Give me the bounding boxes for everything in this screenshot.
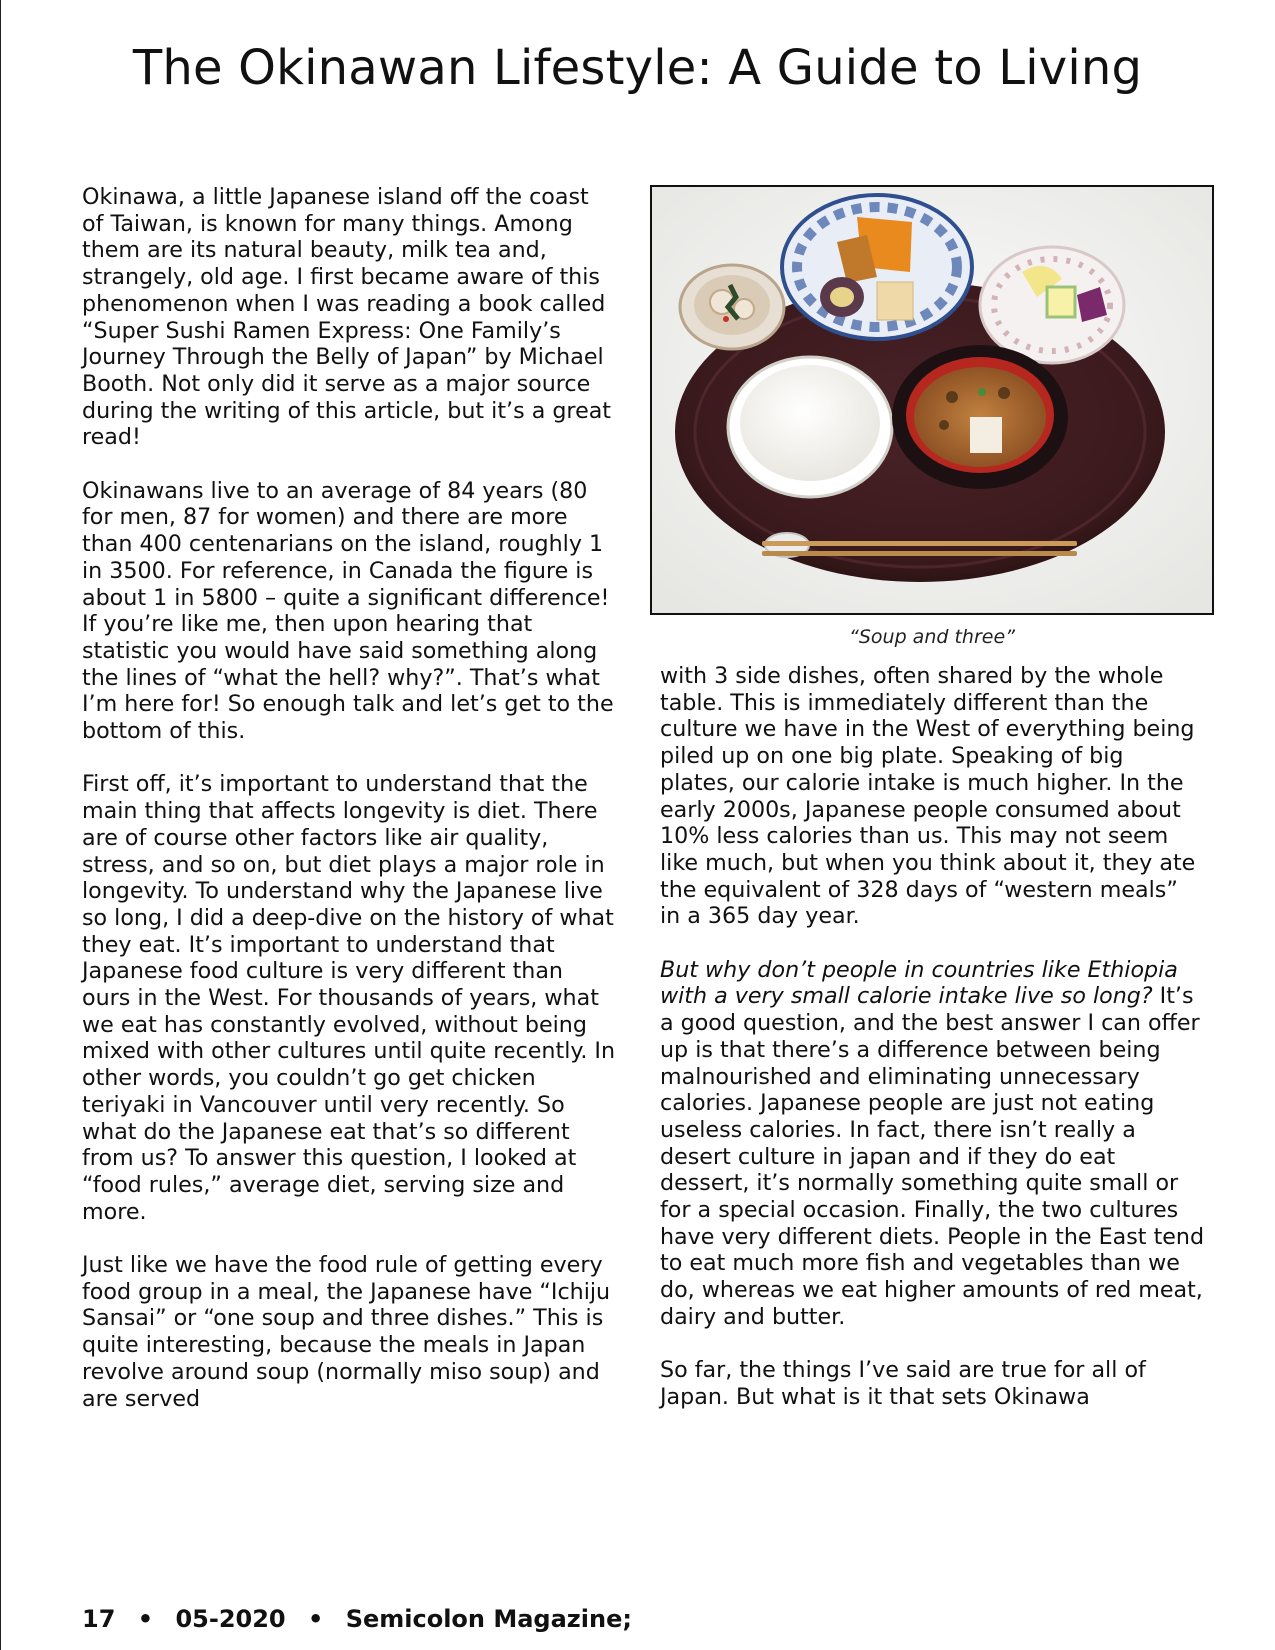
paragraph-calories-rest: It’s a good question, and the best answer I can offer up is that there’s a difference between being malnourished and eliminating unnecessary calories. Japanese people are just not eating useless calories. In fact, there isn’t really a desert culture in japan and if they do eat dessert, it’s normally something quite small or for a special occasion. Finally, the two cultures have very different diets. People in the East tend to eat much more fish and vegetables than we do, whereas we eat higher amounts of red meat, dairy and butter.: [660, 983, 1205, 1330]
paragraph-diet: First off, it’s important to understand that the main thing that affects longevity is diet. There are of course other factors like air quality, stress, and so on, but diet plays a major role in longevity. To understand why the Japanese live so long, I did a deep-dive on the history of what they eat. It’s important to understand that Japanese food culture is very different than ours in the West. For thousands of years, what we eat has constantly evolved, without being mixed with other cultures until quite recently. In other words, you couldn’t go get chicken teriyaki in Vancouver until very recently. So what do the Japanese eat that’s so different from us? To answer this question, I looked at “food rules,” average diet, serving size and more.: [82, 771, 616, 1225]
meal-photo: [650, 185, 1214, 615]
page-edge: [0, 0, 1, 1650]
photo-caption: “Soup and three”: [849, 626, 1015, 648]
page-number: 17: [82, 1605, 116, 1633]
paragraph-calories: [660, 957, 1205, 1331]
footer-separator-1: •: [137, 1605, 154, 1633]
question-italic: But why don’t people in countries like Ethiopia with a very small calorie intake live so long?: [660, 956, 1178, 1010]
paragraph-statistics: Okinawans live to an average of 84 years (80 for men, 87 for women) and there are more than 400 centenarians on the island, roughly 1 in 3500. For reference, in Canada the figure is about 1 in 5800 – quite a significant difference! If you’re like me, then upon hearing that statistic you would have said something along the lines of “what the hell? why?”. That’s what I’m here for! So enough talk and let’s get to the bottom of this.: [82, 477, 614, 745]
issue-date: 05-2020: [175, 1605, 286, 1633]
page-footer: [82, 1605, 646, 1633]
paragraph-okinawa: So far, the things I’ve said are true for all of Japan. But what is it that sets Okinawa: [660, 1357, 1146, 1410]
footer-separator-2: •: [307, 1605, 324, 1633]
page-title: The Okinawan Lifestyle: A Guide to Living: [132, 40, 1143, 96]
paragraph-ichiju-sansai: Just like we have the food rule of getting every food group in a meal, the Japanese have “Ichiju Sansai” or “one soup and three dishes.” This is quite interesting, because the meals in Japan revolve around soup (normally miso soup) and are served: [82, 1252, 611, 1412]
paragraph-side-dishes: with 3 side dishes, often shared by the whole table. This is immediately different than the culture we have in the West of everything being piled up on one big plate. Speaking of big plates, our calorie intake is much higher. In the early 2000s, Japanese people consumed about 10% less calories than us. This may not seem like much, but when you think about it, they ate the equivalent of 328 days of “western meals” in a 365 day year.: [660, 663, 1196, 930]
left-column: [82, 184, 617, 1439]
paragraph-intro: Okinawa, a little Japanese island off the coast of Taiwan, is known for many things. Among them are its natural beauty, milk tea and, strangely, old age. I first became aware of this phenomenon when I was reading a book called “Super Sushi Ramen Express: One Family’s Journey Through the Belly of Japan” by Michael Booth. Not only did it serve as a major source during the writing of this article, but it’s a great read!: [82, 184, 612, 451]
magazine-name: Semicolon Magazine;: [345, 1605, 632, 1633]
right-column: [660, 663, 1205, 1437]
